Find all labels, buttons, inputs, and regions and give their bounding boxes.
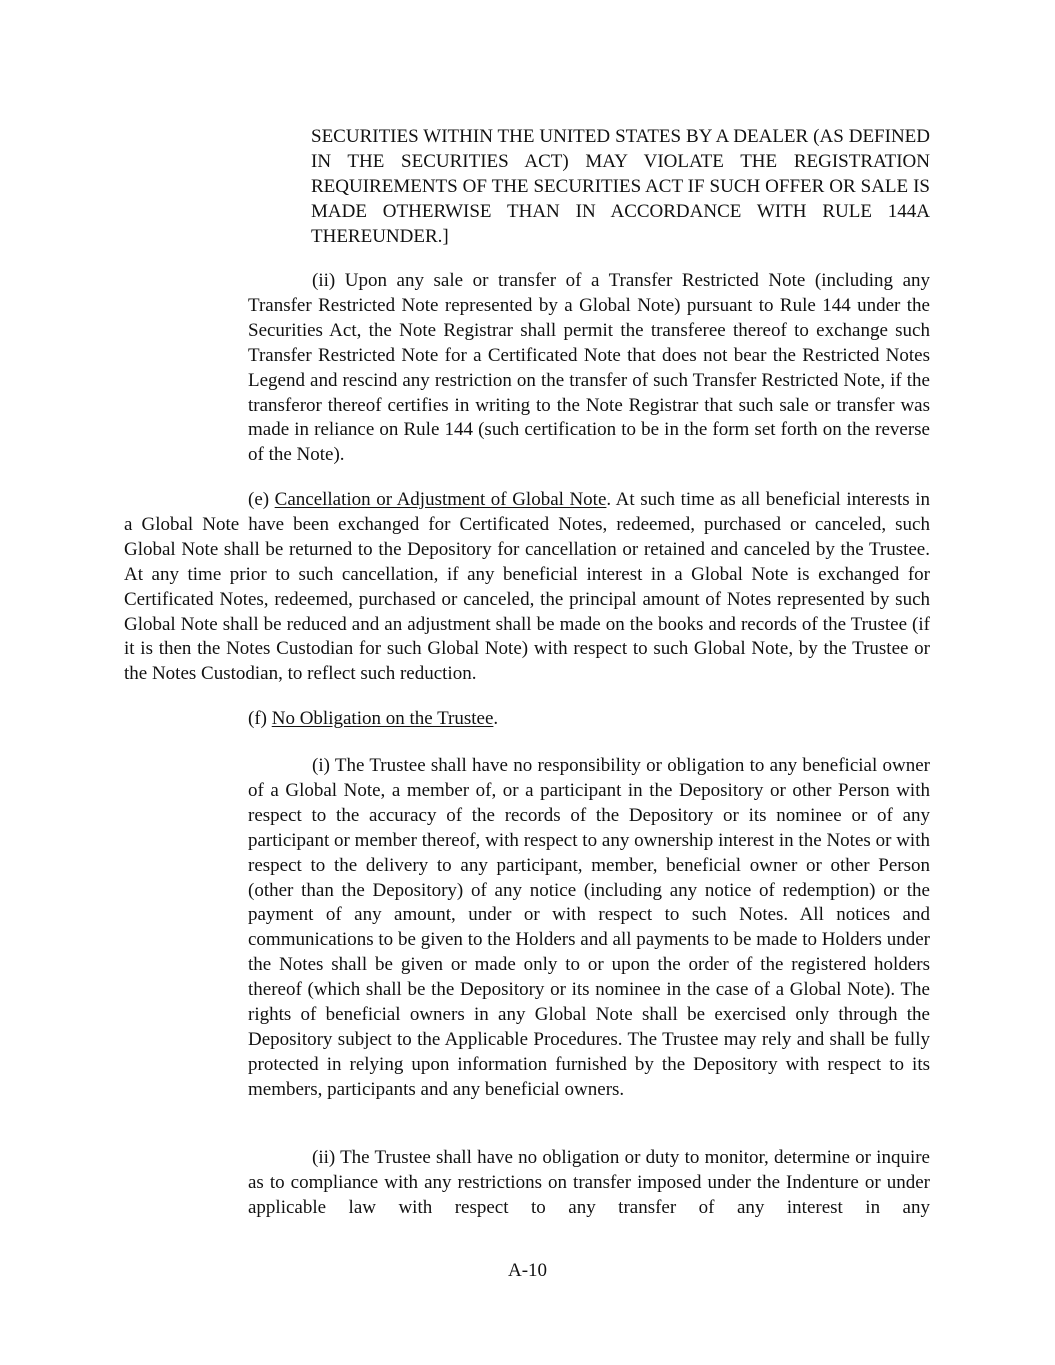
paragraph-e bbox=[124, 488, 930, 687]
paragraph-e-body: . At such time as all beneficial interests in a Global Note have been exchanged for Certificated Notes, redeemed, purchased or canceled, such Global Note shall be returned to the Depository for cancellation or retained and canceled by the Trustee. At any time prior to such cancellation, if any beneficial interest in a Global Note is exchanged for Certificated Notes, redeemed, purchased or canceled, the principal amount of Notes represented by such Global Note shall be reduced and an adjustment shall be made on the books and records of the Trustee (if it is then the Notes Custodian for such Global Note) with respect to such Global Note, by the Trustee or the Notes Custodian, to reflect such reduction. bbox=[124, 489, 931, 685]
paragraph-f-i: (i) The Trustee shall have no responsibility or obligation to any beneficial owner of a Global Note, a member of, or a participant in the Depository or other Person with respect to the accuracy of the records of the Depository or its nominee or of any participant or member thereof, with respect to any ownership interest in the Notes or with respect to the delivery to any participant, member, beneficial owner or other Person (other than the Depository) of any notice (including any notice of redemption) or the payment of any amount, under or with respect to such Notes. All notices and communications to be given to the Holders and all payments to be made to Holders under the Notes shall be given or made only to or upon the order of the registered holders thereof (which shall be the Depository or its nominee in the case of a Global Note). The rights of beneficial owners in any Global Note shall be exercised only through the Depository subject to the Applicable Procedures. The Trustee may rely and shall be fully protected in relying upon information furnished by the Depository with respect to its members, participants and any beneficial owners. bbox=[248, 755, 930, 1100]
paragraph-f-label: (f) bbox=[248, 708, 272, 729]
paragraph-f-heading: No Obligation on the Trustee bbox=[271, 708, 494, 729]
paragraph-e-heading: Cancellation or Adjustment of Global Note bbox=[274, 489, 607, 510]
paragraph-f-ii: (ii) The Trustee shall have no obligation or duty to monitor, determine or inquire as to compliance with any restrictions on transfer imposed under the Indenture or under applicable law with respect to any transfer of any interest in any bbox=[248, 1147, 930, 1218]
restricted-notes-legend-text: SECURITIES WITHIN THE UNITED STATES BY A DEALER (AS DEFINED IN THE SECURITIES ACT) MAY VIOLATE THE REGISTRATION REQUIREMENTS OF THE SECURITIES ACT IF SUCH OFFER OR SALE IS MADE OTHERWISE THAN IN ACCORDANCE WITH RULE 144A THEREUNDER.] bbox=[311, 126, 930, 247]
paragraph-f-heading-line bbox=[248, 707, 930, 732]
paragraph-d-ii: (ii) Upon any sale or transfer of a Transfer Restricted Note (including any Transfer Restricted Note represented by a Global Note) pursuant to Rule 144 under the Securities Act, the Note Registrar shall permit the transferee thereof to exchange such Transfer Restricted Note for a Certificated Note that does not bear the Restricted Notes Legend and rescind any restriction on the transfer of such Transfer Restricted Note, if the transferor thereof certifies in writing to the Note Registrar that such sale or transfer was made in reliance on Rule 144 (such certification to be in the form set forth on the reverse of the Note). bbox=[248, 270, 930, 466]
paragraph-f-heading-end: . bbox=[493, 708, 499, 729]
page-number: A-10 bbox=[507, 1260, 548, 1281]
paragraph-e-label: (e) bbox=[248, 489, 275, 510]
